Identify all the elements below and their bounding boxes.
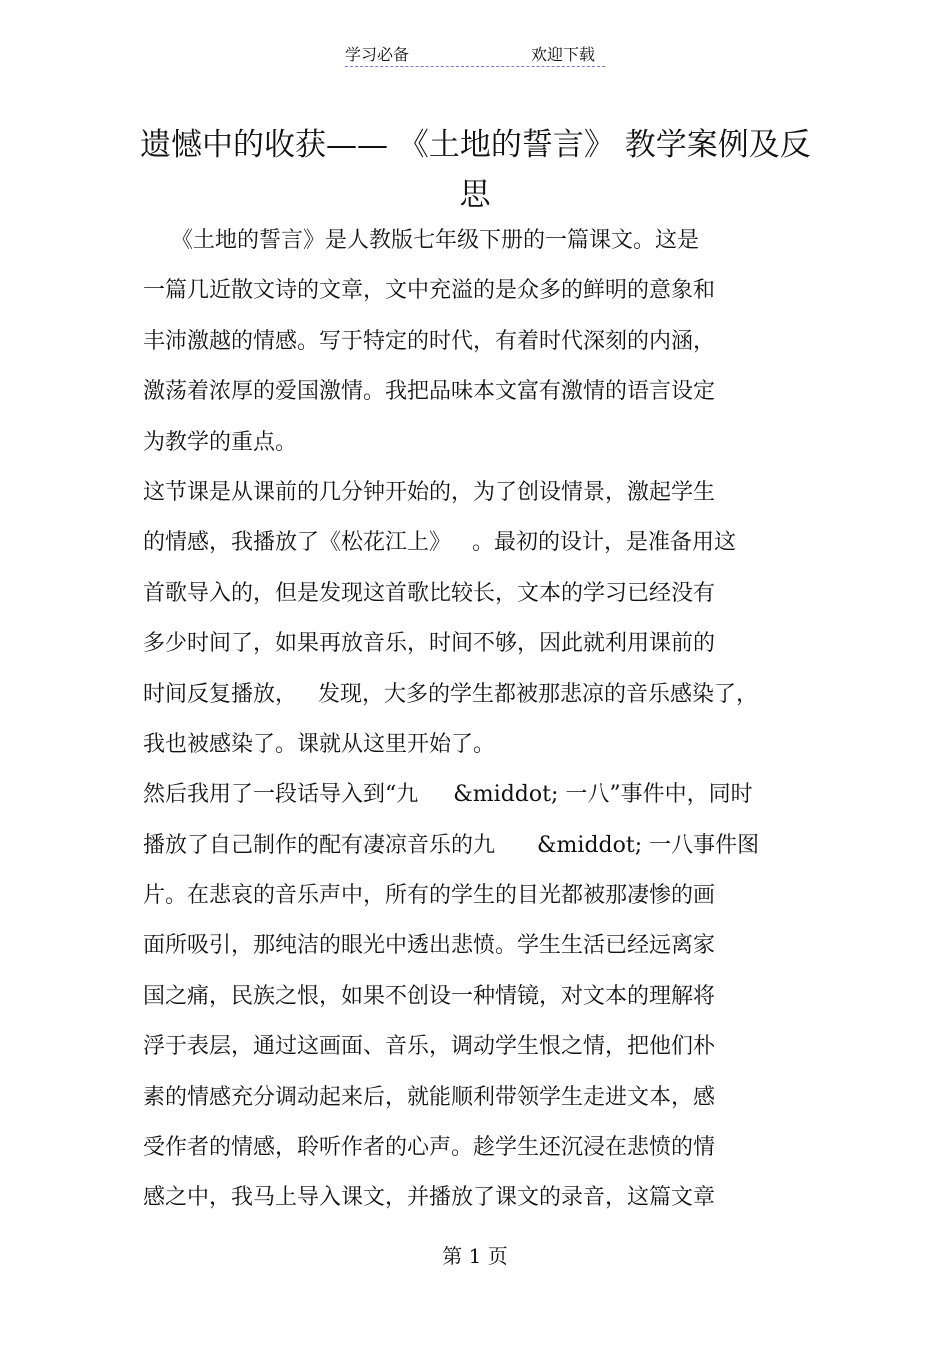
body-line: 浮于表层，通过这画面、音乐，调动学生恨之情，把他们朴 [143, 1034, 716, 1060]
title-line-1: 遗憾中的收获—— 《土地的誓言》 教学案例及反 [140, 127, 811, 163]
body-line: 片。在悲哀的音乐声中，所有的学生的目光都被那凄惨的画 [143, 883, 716, 909]
body-line: 国之痛，民族之恨，如果不创设一种情镜，对文本的理解将 [143, 983, 716, 1009]
body-line: 为教学的重点。 [143, 429, 298, 455]
page-number: 第 1 页 [442, 1244, 508, 1268]
body-line: 的情感，我播放了《松花江上》 。最初的设计，是准备用这 [143, 530, 736, 556]
body-line: 激荡着浓厚的爱国激情。我把品味本文富有激情的语言设定 [143, 379, 716, 405]
body-line: 播放了自己制作的配有凄凉音乐的九 &middot; 一八事件图 [143, 832, 760, 858]
body-line: 素的情感充分调动起来后，就能顺利带领学生走进文本，感 [143, 1084, 716, 1110]
body-line: 多少时间了，如果再放音乐，时间不够，因此就利用课前的 [143, 631, 716, 657]
document-title [140, 120, 810, 220]
body-line: 丰沛激越的情感。写于特定的时代，有着时代深刻的内涵， [143, 328, 716, 354]
body-line: 这节课是从课前的几分钟开始的，为了创设情景，激起学生 [143, 479, 716, 505]
body-line: 然后我用了一段话导入到“九 &middot; 一八”事件中，同时 [143, 782, 753, 808]
body-line: 首歌导入的，但是发现这首歌比较长，文本的学习已经没有 [143, 580, 716, 606]
page-header [345, 42, 605, 67]
header-left-text: 学习必备 [345, 45, 410, 64]
body-line: 感之中，我马上导入课文，并播放了课文的录音，这篇文章 [143, 1185, 716, 1211]
body-line: 面所吸引，那纯洁的眼光中透出悲愤。学生生活已经远离家 [143, 933, 716, 959]
body-line: 时间反复播放， 发现，大多的学生都被那悲凉的音乐感染了， [143, 681, 758, 707]
body-line: 我也被感染了。课就从这里开始了。 [143, 731, 496, 757]
body-line: 《土地的誓言》是人教版七年级下册的一篇课文。这是 [143, 228, 699, 253]
header-right-text: 欢迎下载 [531, 45, 596, 64]
body-text [143, 216, 843, 1224]
title-line-2: 思 [459, 177, 491, 213]
body-line: 一篇几近散文诗的文章，文中充溢的是众多的鲜明的意象和 [143, 278, 716, 304]
body-line: 受作者的情感，聆听作者的心声。趁学生还沉浸在悲愤的情 [143, 1135, 716, 1161]
